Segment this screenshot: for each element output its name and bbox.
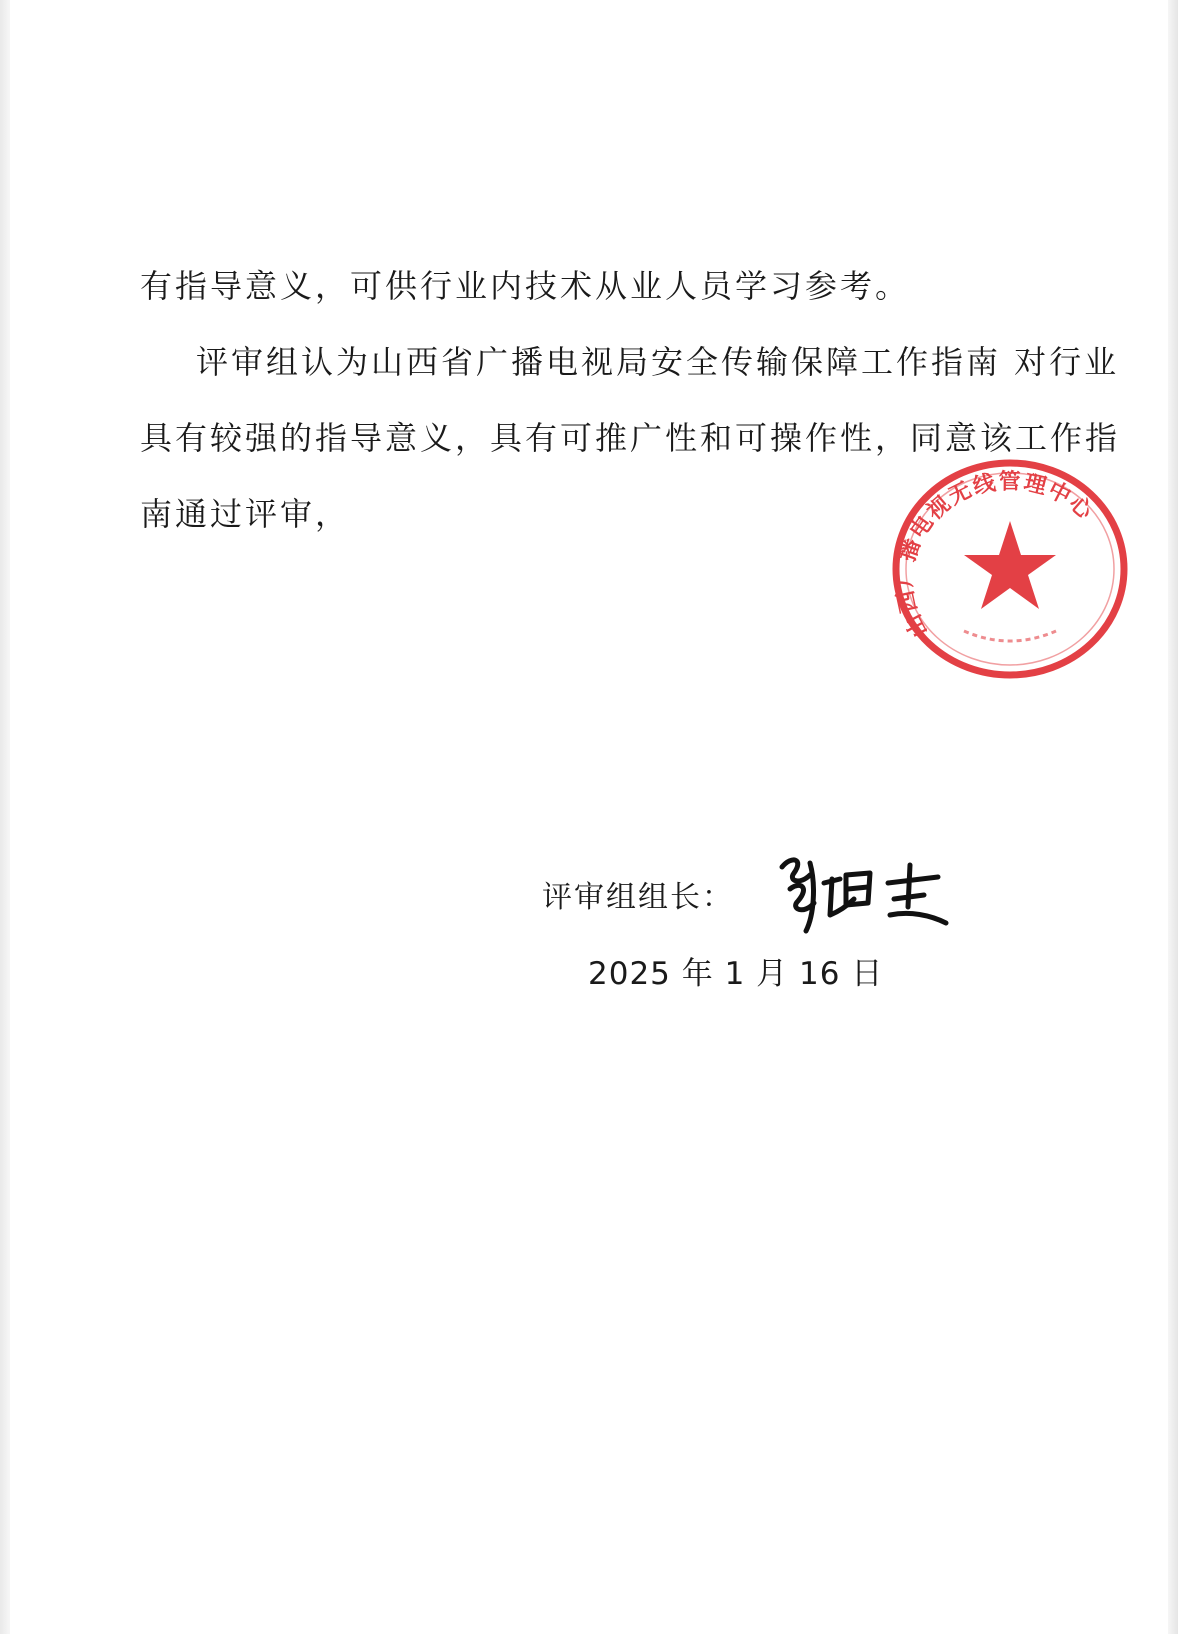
star-icon bbox=[964, 521, 1056, 609]
body-line-4: 南通过评审， bbox=[140, 495, 351, 533]
review-leader-label: 评审组组长： bbox=[542, 880, 734, 915]
signing-date: 2025 年 1 月 16 日 bbox=[588, 956, 884, 992]
body-line-1: 有指导意义，可供行业内技术从业人员学习参考。 bbox=[140, 267, 911, 305]
document-page bbox=[10, 0, 1168, 1634]
page-edge-right bbox=[1168, 0, 1178, 1634]
svg-text:山西广播电视无线管理中心 bbox=[891, 469, 1098, 642]
seal-text: 山西广播电视无线管理中心 bbox=[892, 469, 1099, 642]
handwritten-signature bbox=[770, 845, 960, 935]
body-line-3: 具有较强的指导意义，具有可推广性和可操作性，同意该工作指 bbox=[140, 419, 1121, 457]
page-edge-left bbox=[0, 0, 10, 1634]
body-line-2: 评审组认为山西省广播电视局安全传输保障工作指南 对行业 bbox=[196, 343, 1120, 381]
official-seal bbox=[888, 455, 1132, 683]
